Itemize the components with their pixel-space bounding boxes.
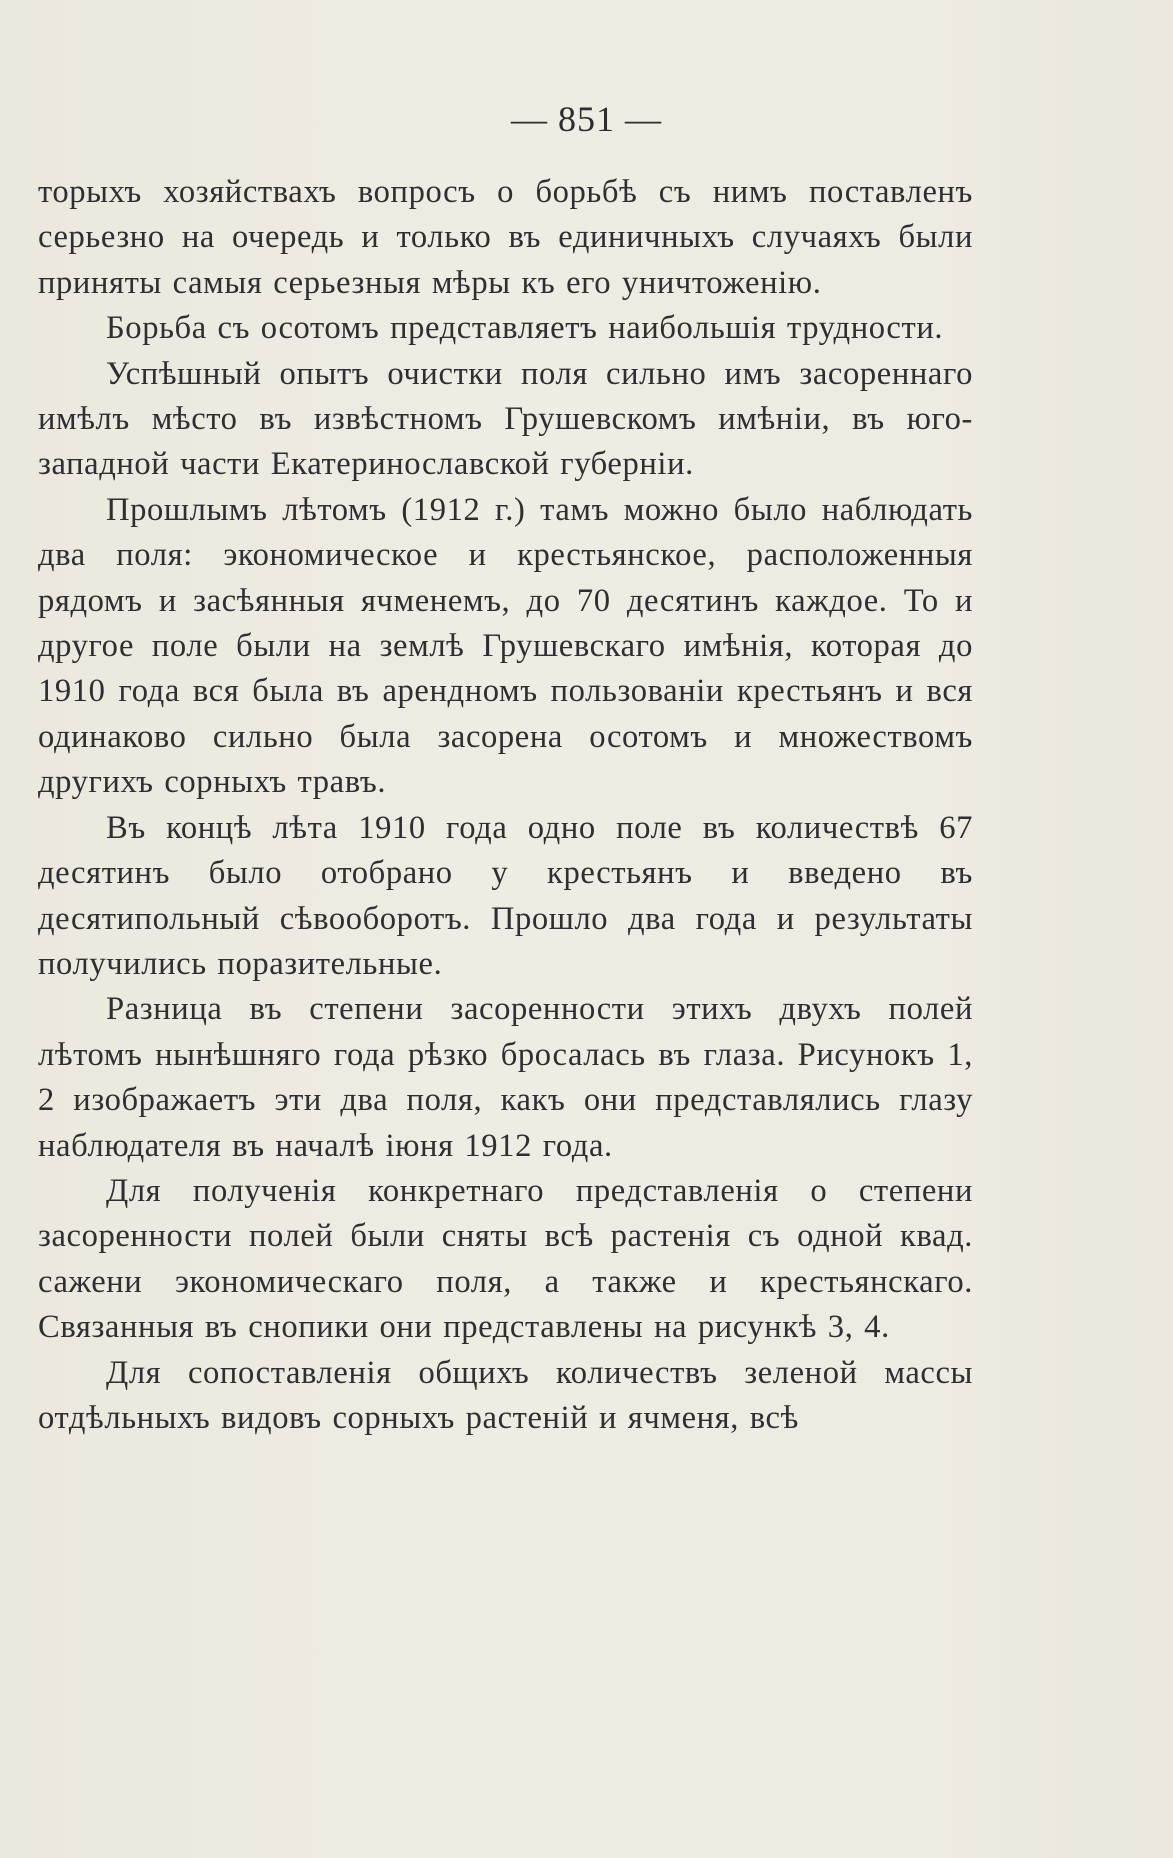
page-number: — 851 — <box>511 99 662 139</box>
body-text <box>38 170 973 1441</box>
paragraph-thistle-difficulty: Борьба съ осотомъ представляетъ наибольшія трудности. <box>106 310 944 347</box>
paragraph-successful-experience: Успѣшный опытъ очистки поля сильно имъ засореннаго имѣлъ мѣсто въ извѣстномъ Грушевскомъ имѣніи, въ юго-западной части Екатеринославской губерніи. <box>38 355 973 483</box>
paragraph-continuation: торыхъ хозяйствахъ вопросъ о борьбѣ съ нимъ поставленъ серьезно на очередь и только въ единичныхъ случаяхъ были приняты самыя серьезныя мѣры къ его уничтоженію. <box>38 174 973 301</box>
paragraph-sample-plants: Для полученія конкретнаго представленія о степени засоренности полей были сняты всѣ растенія съ одной квад. сажени экономическаго поля, а также и крестьянскаго. Связанныя въ снопики они представлены на рисункѣ 3, 4. <box>38 1172 973 1346</box>
paragraph-two-fields: Прошлымъ лѣтомъ (1912 г.) тамъ можно было наблюдать два поля: экономическое и крестьянское, расположенныя рядомъ и засѣянныя ячменемъ, до 70 десятинъ каждое. То и другое поле были на землѣ Грушевскаго имѣнія, которая до 1910 года вся была въ арендномъ пользованіи крестьянъ и вся одинаково сильно была засорена осотомъ и множествомъ другихъ сорныхъ травъ. <box>38 491 973 801</box>
paragraph-comparison: Для сопоставленія общихъ количествъ зеленой массы отдѣльныхъ видовъ сорныхъ растеній и ячменя, всѣ <box>38 1354 973 1436</box>
paragraph-crop-rotation: Въ концѣ лѣта 1910 года одно поле въ количествѣ 67 десятинъ было отобрано у крестьянъ и введено въ десятипольный сѣвооборотъ. Прошло два года и результаты получились поразительные. <box>38 809 973 982</box>
paragraph-difference-figures: Разница въ степени засоренности этихъ двухъ полей лѣтомъ нынѣшняго года рѣзко бросалась въ глаза. Рисунокъ 1, 2 изображаетъ эти два поля, какъ они представлялись глазу наблюдателя въ началѣ іюня 1912 года. <box>38 991 973 1164</box>
